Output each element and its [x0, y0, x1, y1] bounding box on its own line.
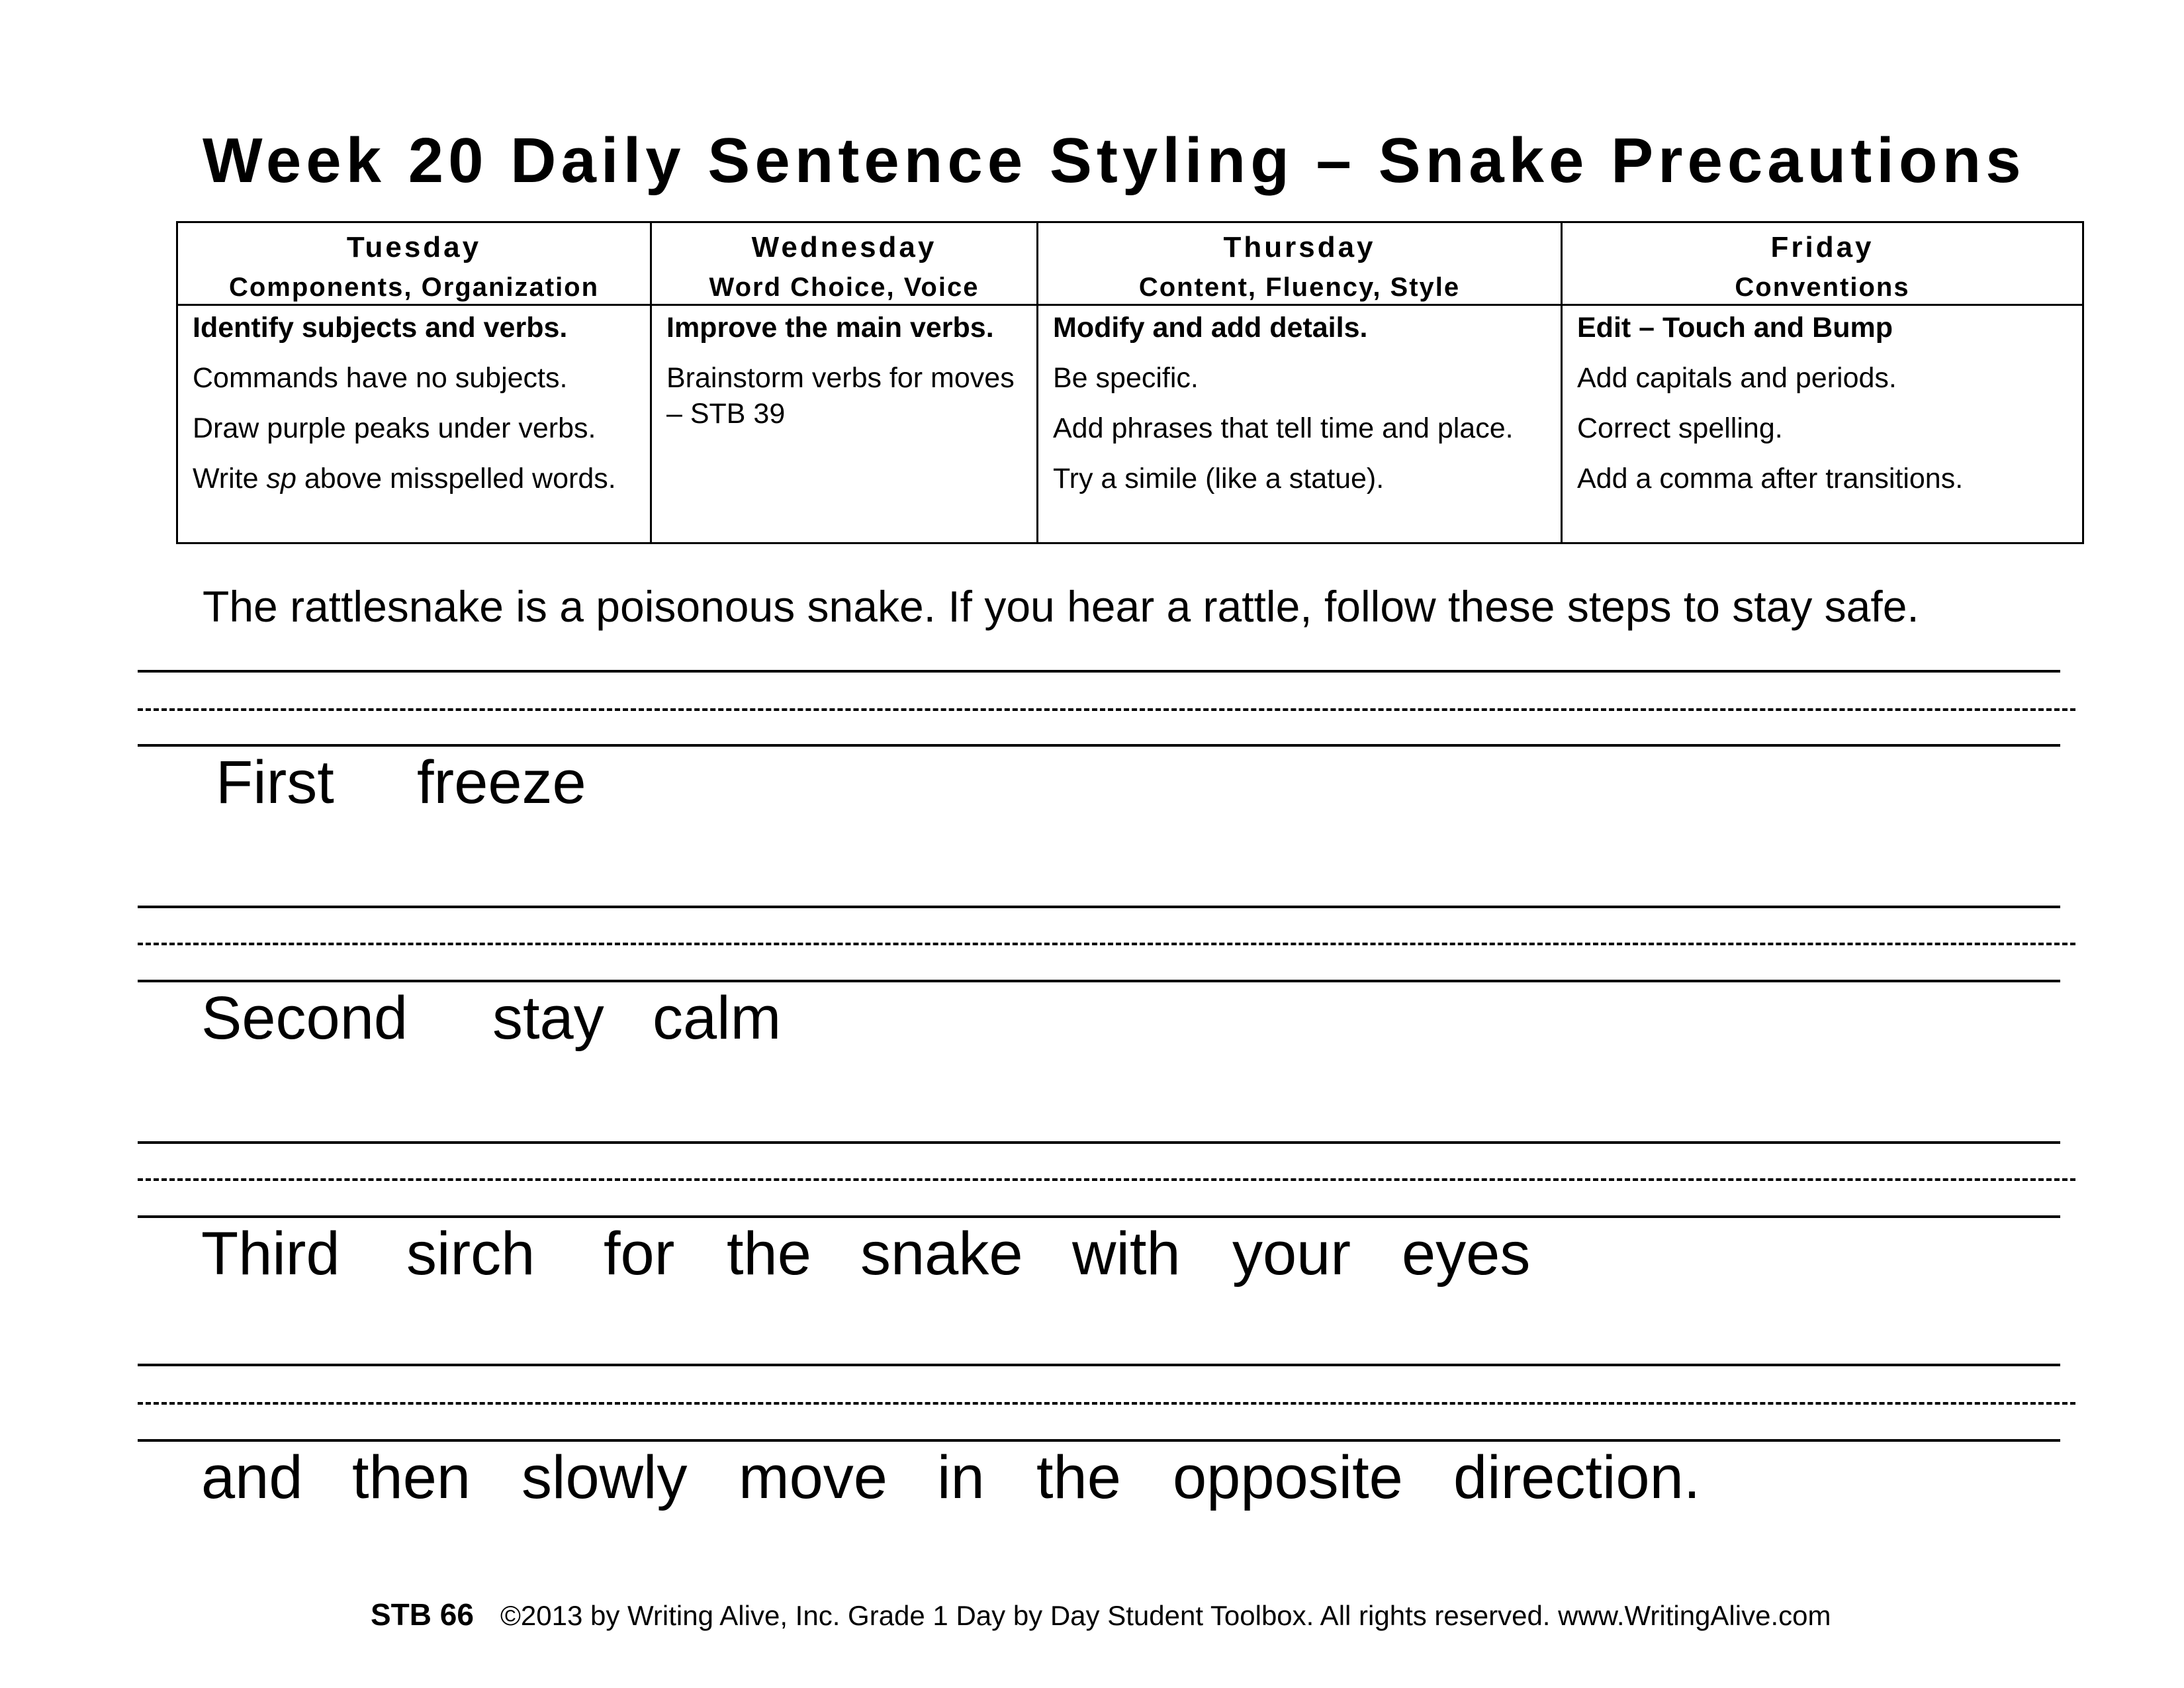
cell-step: Draw purple peaks under verbs. [193, 412, 596, 444]
rubric-header-wednesday [651, 222, 1038, 305]
line-4-word: slowly [522, 1444, 688, 1511]
day-label: Tuesday [346, 231, 482, 263]
writing-line-base [138, 1215, 2060, 1218]
step-emphasis: sp [266, 463, 296, 494]
cell-step: Try a simile (like a statue). [1053, 463, 1385, 494]
line-4-word: opposite [1173, 1444, 1403, 1511]
rubric-header-row [177, 222, 2083, 305]
day-label: Thursday [1223, 231, 1376, 263]
cell-step: Brainstorm verbs for moves – STB 39 [666, 362, 1015, 430]
line-3-word: sirch [406, 1220, 535, 1288]
line-4-word: and [201, 1444, 303, 1511]
writing-line-base [138, 744, 2060, 747]
line-4-word: move [739, 1444, 887, 1511]
writing-line-base [138, 980, 2060, 982]
rubric-header-friday [1562, 222, 2083, 305]
cell-step: Add capitals and periods. [1577, 362, 1897, 394]
line-1-word: First [216, 749, 334, 816]
cell-lead: Improve the main verbs. [666, 312, 994, 344]
writing-line-base [138, 1439, 2060, 1442]
day-label: Wednesday [751, 231, 937, 263]
writing-line-dashed [138, 708, 2075, 711]
prompt-sentence: The rattlesnake is a poisonous snake. If you hear a rattle, follow these steps to stay safe. [203, 582, 1919, 631]
line-2-word: stay [492, 984, 604, 1052]
step-text: above misspelled words. [296, 463, 616, 494]
rubric-cell-wednesday [651, 305, 1038, 543]
line-4-word: the [1036, 1444, 1121, 1511]
line-3-word: for [604, 1220, 675, 1288]
focus-label: Conventions [1735, 273, 1910, 302]
writing-line-dashed [138, 1178, 2075, 1181]
focus-label: Word Choice, Voice [709, 273, 979, 302]
rubric-header-thursday [1038, 222, 1562, 305]
copyright-text: ©2013 by Writing Alive, Inc. Grade 1 Day by Day Student Toolbox. All rights reserved. www.WritingAlive.com [500, 1600, 1831, 1631]
cell-step: Add phrases that tell time and place. [1053, 412, 1514, 444]
day-label: Friday [1770, 231, 1874, 263]
cell-step: Be specific. [1053, 362, 1199, 394]
cell-lead: Modify and add details. [1053, 312, 1368, 344]
cell-step: Correct spelling. [1577, 412, 1783, 444]
rubric-table [176, 221, 2084, 544]
writing-line-dashed [138, 943, 2075, 945]
line-4-word: then [352, 1444, 471, 1511]
cell-step [193, 461, 635, 496]
line-1-word: freeze [417, 749, 586, 816]
cell-lead: Identify subjects and verbs. [193, 312, 568, 344]
line-3-word: with [1072, 1220, 1181, 1288]
line-2-word: Second [201, 984, 408, 1052]
rubric-body-row [177, 305, 2083, 543]
rubric-cell-friday [1562, 305, 2083, 543]
line-3-word: snake [860, 1220, 1023, 1288]
focus-label: Components, Organization [228, 273, 600, 302]
rubric-cell-tuesday [177, 305, 651, 543]
line-2-word: calm [653, 984, 782, 1052]
page-code: STB 66 [371, 1597, 474, 1632]
writing-line-top [138, 670, 2060, 673]
line-3-word: the [727, 1220, 811, 1288]
cell-step: Commands have no subjects. [193, 362, 568, 394]
writing-line-top [138, 906, 2060, 908]
writing-line-dashed [138, 1402, 2075, 1405]
step-text: Write [193, 463, 267, 494]
writing-line-top [138, 1141, 2060, 1144]
rubric-cell-thursday [1038, 305, 1562, 543]
writing-line-top [138, 1364, 2060, 1366]
cell-lead: Edit – Touch and Bump [1577, 312, 1893, 344]
line-3-word: your [1232, 1220, 1351, 1288]
line-3-word: eyes [1402, 1220, 1531, 1288]
footer [371, 1597, 1831, 1632]
line-3-word: Third [201, 1220, 340, 1288]
page-title: Week 20 Daily Sentence Styling – Snake Precautions [203, 125, 2026, 196]
line-4-word: in [937, 1444, 985, 1511]
focus-label: Content, Fluency, Style [1138, 273, 1461, 302]
cell-step: Add a comma after transitions. [1577, 463, 1964, 494]
rubric-header-tuesday [177, 222, 651, 305]
line-4-word: direction. [1453, 1444, 1701, 1511]
